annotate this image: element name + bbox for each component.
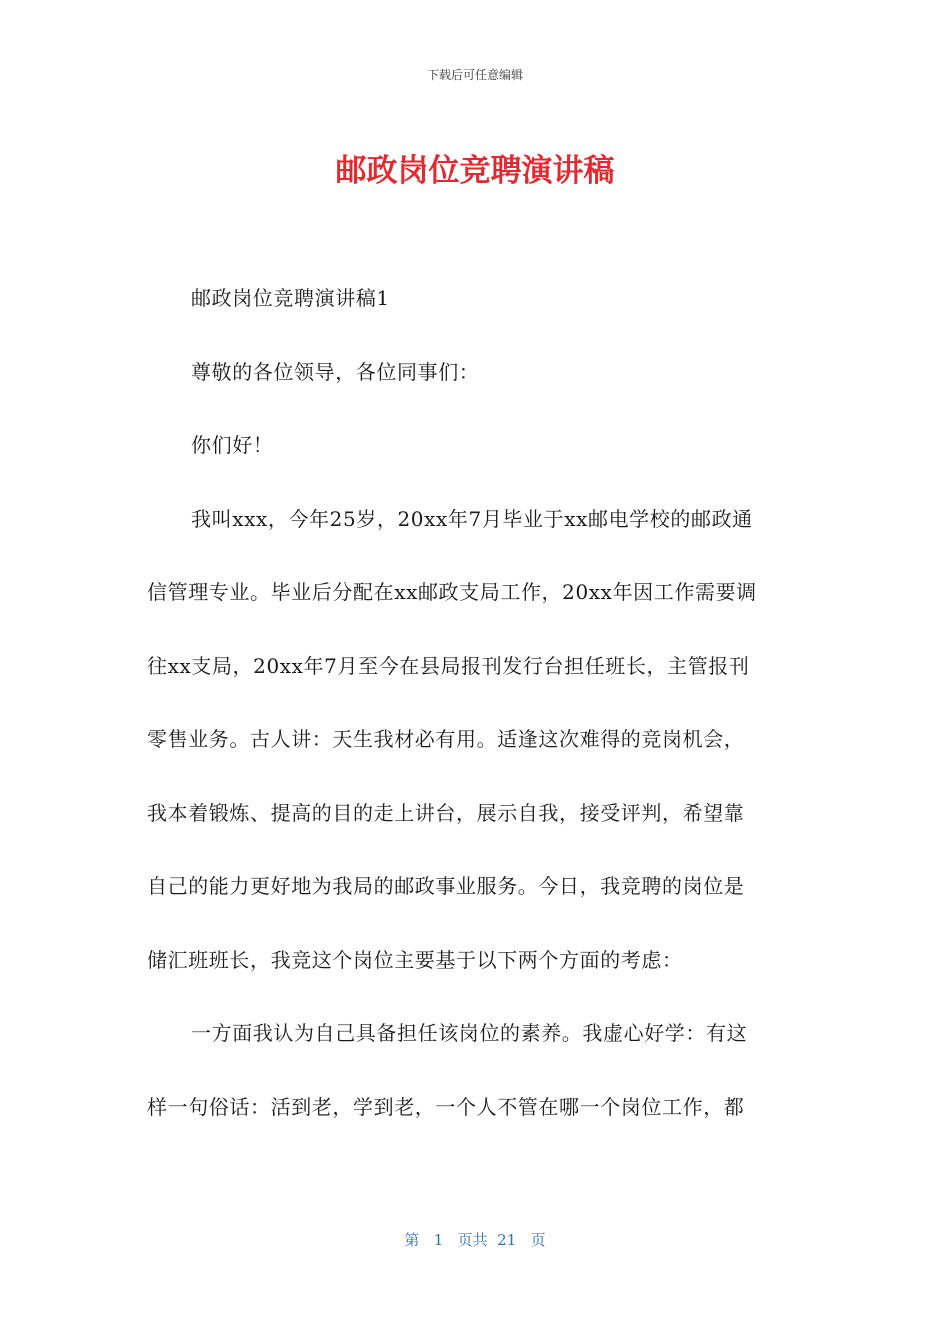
text-line: 尊敬的各位领导，各位同事们： [191, 359, 480, 384]
document-body [147, 268, 807, 1150]
page-footer [0, 1229, 950, 1250]
text-line: 样一句俗话：活到老，学到老，一个人不管在哪一个岗位工作，都 [147, 1094, 745, 1119]
total-pages-number: 21 [497, 1231, 517, 1249]
current-page-number: 1 [433, 1231, 444, 1249]
footer-suffix: 页 [530, 1231, 546, 1249]
text-line: 储汇班班长，我竞这个岗位主要基于以下两个方面的考虑： [147, 947, 683, 972]
document-title: 邮政岗位竞聘演讲稿 [335, 153, 615, 189]
text-line: 自己的能力更好地为我局的邮政事业服务。今日，我竞聘的岗位是 [147, 874, 745, 898]
text-line: 你们好！ [191, 433, 274, 457]
text-line: 邮政岗位竞聘演讲稿1 [191, 286, 390, 310]
text-line: 零售业务。古人讲：天生我材必有用。适逢这次难得的竞岗机会， [147, 727, 745, 751]
footer-middle: 页共 [457, 1231, 488, 1249]
header-note: 下载后可任意编辑 [426, 68, 523, 82]
text-line: 我本着锻炼、提高的目的走上讲台，展示自我，接受评判，希望靠 [147, 800, 745, 825]
text-line: 我叫xxx，今年25岁，20xx年7月毕业于xx邮电学校的邮政通 [191, 506, 753, 531]
text-line: 往xx支局，20xx年7月至今在县局报刊发行台担任班长，主管报刊 [147, 653, 750, 678]
footer-prefix: 第 [404, 1231, 420, 1249]
text-line: 一方面我认为自己具备担任该岗位的素养。我虚心好学：有这 [191, 1021, 748, 1045]
text-line: 信管理专业。毕业后分配在xx邮政支局工作，20xx年因工作需要调 [147, 580, 757, 604]
